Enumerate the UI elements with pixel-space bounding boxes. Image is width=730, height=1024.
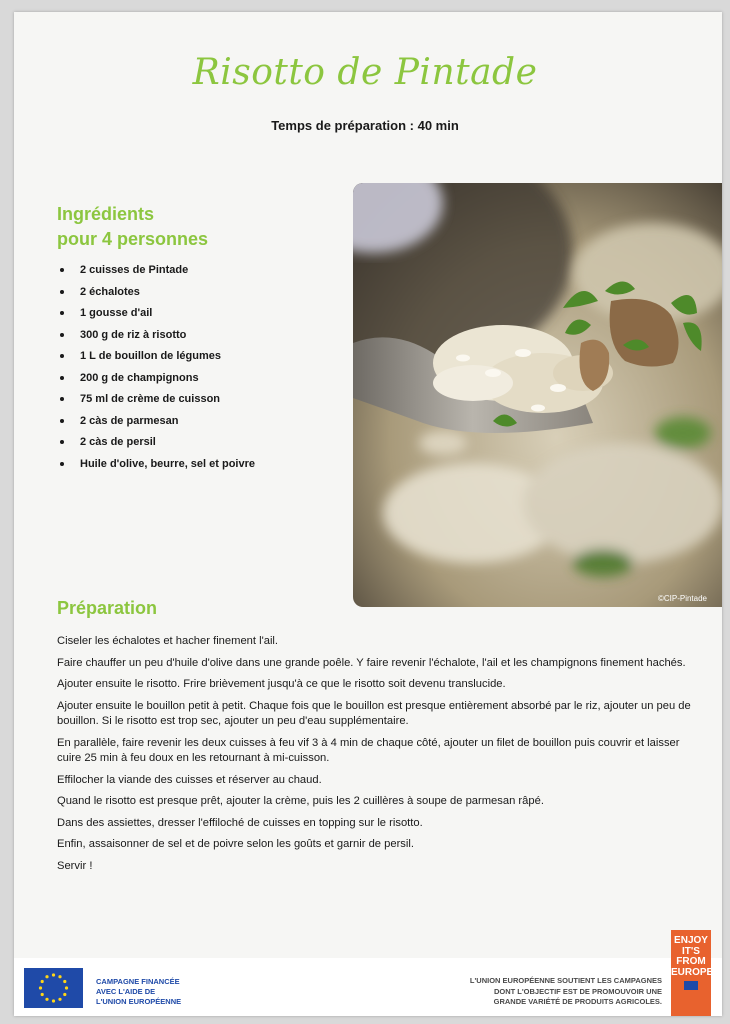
recipe-title: Risotto de Pintade xyxy=(192,52,538,93)
preparation-step: En parallèle, faire revenir les deux cuisses à feu vif 3 à 4 min de chaque côté, ajouter un filet de bouillon puis couvrir et laisser cuire 25 min à feu doux en les retournant à mi-cuisson. xyxy=(57,736,680,764)
bullet-icon xyxy=(60,397,64,401)
eu-support-line: L'UNION EUROPÉENNE SOUTIENT LES CAMPAGNES xyxy=(469,976,662,985)
ingredients-heading xyxy=(57,202,337,252)
preparation-step: Ciseler les échalotes et hacher finement l'ail. xyxy=(57,635,279,647)
ingredient-item xyxy=(60,284,340,306)
ingredients-heading-line1: Ingrédients xyxy=(57,204,155,224)
ingredient-text: Huile d'olive, beurre, sel et poivre xyxy=(80,457,256,470)
bullet-icon xyxy=(60,376,64,380)
campaign-line: L'UNION EUROPÉENNE xyxy=(96,997,182,1006)
bullet-icon xyxy=(60,462,64,466)
ingredient-text: 1 L de bouillon de légumes xyxy=(80,350,221,362)
ingredient-item xyxy=(60,327,340,349)
ingredient-text: 75 ml de crème de cuisson xyxy=(80,393,221,405)
preparation-step: Ajouter ensuite le risotto. Frire brièvement jusqu'à ce que le risotto soit devenu translucide. xyxy=(57,678,506,690)
preparation-step: Faire chauffer un peu d'huile d'olive dans une grande poêle. Y faire revenir l'échalote, l'ail et les champignons finement hachés. xyxy=(57,656,686,669)
ingredient-text: 2 échalotes xyxy=(80,285,140,298)
ingredient-item xyxy=(60,391,340,413)
eu-support-line: GRANDE VARIÉTÉ DE PRODUITS AGRICOLES. xyxy=(493,997,662,1006)
bullet-icon xyxy=(60,419,64,423)
eu-flag-icon xyxy=(24,968,83,1008)
ingredient-item xyxy=(60,370,340,392)
prep-time: Temps de préparation : 40 min xyxy=(271,118,459,133)
enjoy-line: IT'S FROM xyxy=(676,945,706,967)
preparation-step: Effilocher la viande des cuisses et réserver au chaud. xyxy=(57,773,322,786)
eu-support-line: DONT L'OBJECTIF EST DE PROMOUVOIR UNE xyxy=(493,986,662,996)
ingredient-item xyxy=(60,305,340,327)
ingredient-item xyxy=(60,413,340,435)
ingredient-item xyxy=(60,456,340,478)
eu-support-text xyxy=(412,976,662,1008)
risotto-photo-illustration xyxy=(353,183,722,607)
preparation-heading: Préparation xyxy=(57,598,158,618)
preparation-step: Servir ! xyxy=(57,859,93,872)
bullet-icon xyxy=(60,268,64,272)
campaign-line: AVEC L'AIDE DE xyxy=(96,987,156,996)
preparation-steps xyxy=(57,634,697,880)
ingredient-item xyxy=(60,434,340,456)
bullet-icon xyxy=(60,440,64,444)
ingredient-text: 2 càs de persil xyxy=(80,436,156,448)
preparation-step: Dans des assiettes, dresser l'effiloché de cuisses en topping sur le risotto. xyxy=(57,816,423,829)
ingredients-heading-line2: pour 4 personnes xyxy=(57,229,209,249)
enjoy-europe-logo xyxy=(671,930,714,1016)
campaign-line: CAMPAGNE FINANCÉE xyxy=(96,977,180,986)
enjoy-line: EUROPE xyxy=(671,966,714,978)
ingredient-text: 200 g de champignons xyxy=(80,371,199,384)
ingredients-list xyxy=(60,262,340,477)
ingredient-text: 2 càs de parmesan xyxy=(80,414,179,427)
ingredient-text: 300 g de riz à risotto xyxy=(80,328,187,341)
ingredient-item xyxy=(60,262,340,284)
bullet-icon xyxy=(60,311,64,315)
bullet-icon xyxy=(60,290,64,294)
risotto-photo xyxy=(353,183,722,607)
preparation-step: Quand le risotto est presque prêt, ajouter la crème, puis les 2 cuillères à soupe de parmesan râpé. xyxy=(57,795,544,807)
eu-mini-flag-icon xyxy=(684,981,698,990)
ingredient-text: 2 cuisses de Pintade xyxy=(80,264,189,276)
photo-credit: ©CIP-Pintade xyxy=(657,594,707,603)
enjoy-line: ENJOY xyxy=(674,935,708,946)
ingredient-text: 1 gousse d'ail xyxy=(80,307,153,319)
preparation-step: Ajouter ensuite le bouillon petit à petit. Chaque fois que le bouillon est presque entièrement absorbé par le riz, ajouter un peu de bouillon. Si le risotto est trop sec, ajouter un peu d'eau supplémentaire. xyxy=(57,699,691,727)
footer xyxy=(14,935,722,1016)
bullet-icon xyxy=(60,354,64,358)
preparation-step: Enfin, assaisonner de sel et de poivre selon les goûts et garnir de persil. xyxy=(57,838,414,850)
bullet-icon xyxy=(60,333,64,337)
campaign-text xyxy=(96,977,236,1007)
ingredient-item xyxy=(60,348,340,370)
